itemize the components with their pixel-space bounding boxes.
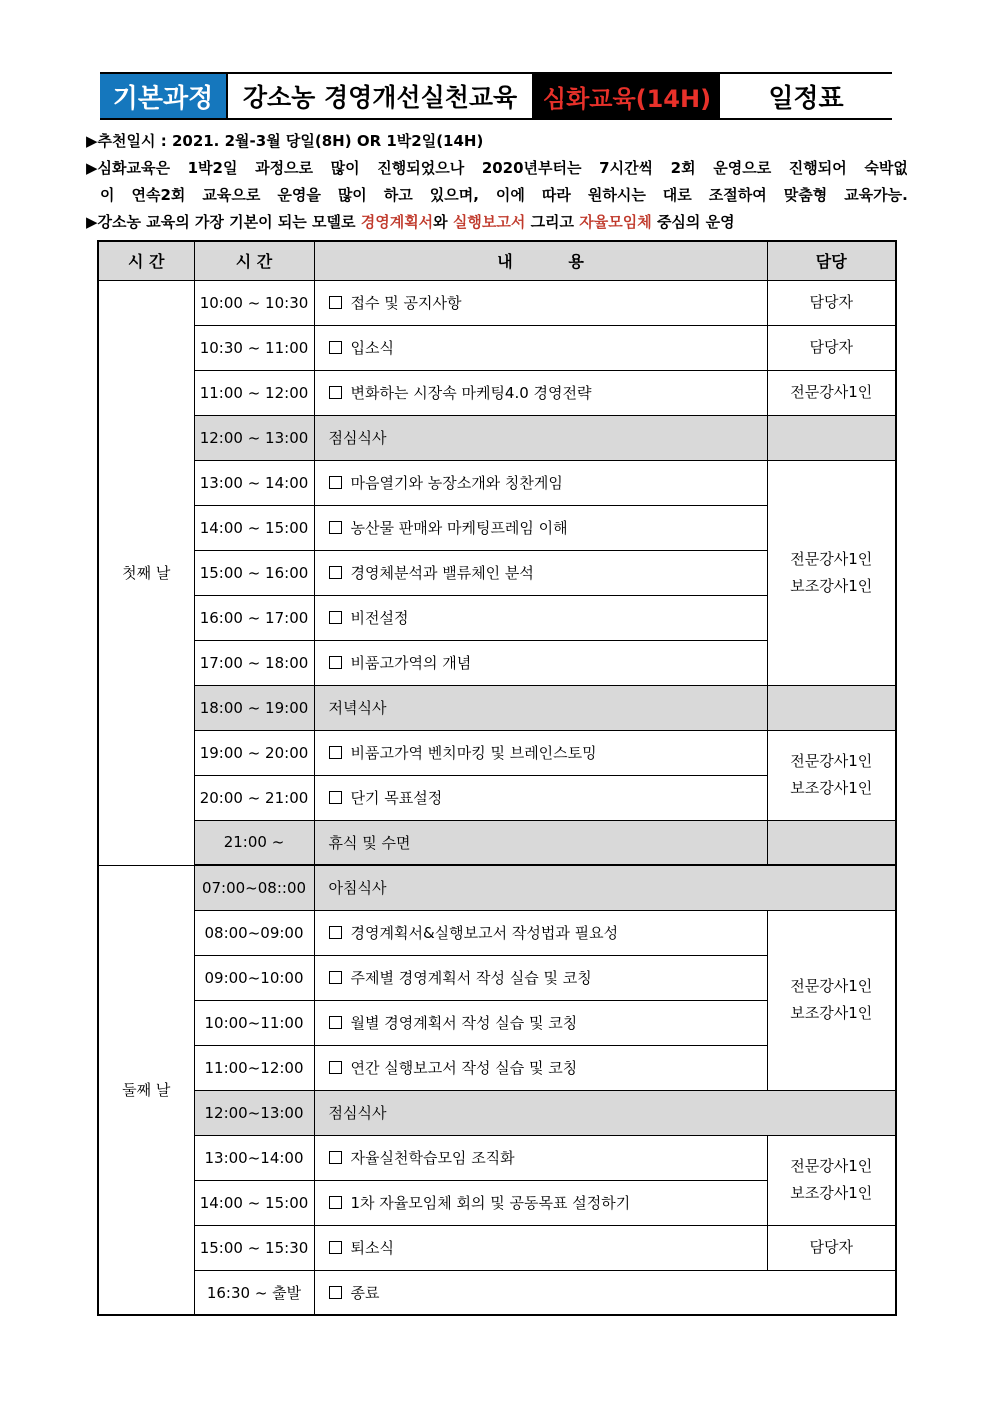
note-word: ▶심화교육은: [86, 159, 170, 177]
note-word: 대로: [662, 186, 692, 204]
deep-course-badge: 심화교육(14H): [534, 74, 720, 118]
content-text: 연간 실행보고서 작성 실습 및 코칭: [350, 1059, 578, 1077]
owner-cell: [767, 685, 896, 730]
time-cell: 15:00 ~ 15:30: [194, 1225, 314, 1270]
owner-cell-group: [767, 730, 896, 820]
checkbox-icon: [329, 791, 342, 804]
content-cell: [314, 775, 767, 820]
checkbox-icon: [329, 1286, 342, 1299]
time-cell: 10:00 ~ 10:30: [194, 280, 314, 325]
table-row: [98, 685, 896, 730]
note-deep-course-cont: [86, 182, 908, 209]
content-cell: [314, 595, 767, 640]
owner-cell-group: [767, 910, 896, 1090]
table-row: [98, 1270, 896, 1315]
content-text: 단기 목표설정: [350, 789, 443, 807]
content-text: 종료: [350, 1283, 380, 1302]
content-text: 경영계획서&실행보고서 작성법과 필요성: [350, 924, 619, 942]
schedule-label: 일정표: [768, 83, 844, 114]
note-word: 교육으로: [202, 186, 261, 204]
checkbox-icon: [329, 1151, 342, 1164]
owner-line: 보조강사1인: [790, 1004, 873, 1022]
time-cell: 08:00~09:00: [194, 910, 314, 955]
time-cell: 21:00 ~: [194, 820, 314, 865]
note-model-text-c: 와: [433, 213, 453, 231]
note-word: 진행되어: [788, 159, 847, 177]
owner-cell: 담당자: [767, 280, 896, 325]
note-word: 운영으로: [713, 159, 772, 177]
header-owner: 담당: [767, 241, 896, 280]
time-cell: 14:00 ~ 15:00: [194, 1180, 314, 1225]
content-cell: [314, 640, 767, 685]
content-text: 경영체분석과 밸류체인 분석: [350, 564, 534, 582]
note-model-text-e: 그리고: [525, 213, 580, 231]
note-word: 과정으로: [255, 159, 314, 177]
checkbox-icon: [329, 656, 342, 669]
checkbox-icon: [329, 476, 342, 489]
time-cell: 18:00 ~ 19:00: [194, 685, 314, 730]
content-cell: [314, 505, 767, 550]
owner-cell: [767, 415, 896, 460]
content-cell: 점심식사: [314, 415, 767, 460]
owner-cell: 담당자: [767, 325, 896, 370]
note-word: 2회: [670, 159, 696, 177]
checkbox-icon: [329, 611, 342, 624]
owner-cell: 담당자: [767, 1225, 896, 1270]
table-row: [98, 1135, 896, 1180]
content-text: 농산물 판매와 마케팅프레임 이해: [350, 519, 568, 537]
time-cell: 10:30 ~ 11:00: [194, 325, 314, 370]
content-text: 접수 및 공지사항: [350, 294, 462, 312]
table-row: [98, 730, 896, 775]
owner-line: 보조강사1인: [790, 576, 873, 595]
day-cell-2: 둘째 날: [98, 865, 194, 1315]
owner-line: 전문강사1인: [790, 977, 873, 995]
content-cell: 저녁식사: [314, 685, 767, 730]
note-word: 2020년부터는: [481, 159, 582, 177]
note-word: 많이: [337, 186, 367, 204]
owner-line: 보조강사1인: [790, 779, 873, 797]
header-time: 시 간: [194, 241, 314, 280]
time-cell: 13:00 ~ 14:00: [194, 460, 314, 505]
content-text: 퇴소식: [350, 1239, 394, 1257]
notes: [86, 128, 908, 236]
note-word: 숙박없: [864, 159, 908, 177]
content-cell: [314, 325, 767, 370]
table-row: [98, 1090, 896, 1135]
content-cell: 점심식사: [314, 1090, 896, 1135]
note-word: 진행되었으나: [377, 159, 465, 177]
note-word: 따라: [541, 186, 571, 204]
note-word: 운영을: [277, 186, 321, 204]
day-cell-1: 첫째 날: [98, 280, 194, 865]
basic-course-badge: 기본과정: [100, 74, 226, 118]
note-word: 원하시는: [587, 186, 646, 204]
content-cell: [314, 730, 767, 775]
owner-cell: 전문강사1인: [767, 370, 896, 415]
table-row: [98, 460, 896, 505]
note-model-text-a: ▶강소농 교육의 가장 기본이 되는 모델로: [86, 213, 361, 231]
checkbox-icon: [329, 386, 342, 399]
time-cell: 09:00~10:00: [194, 955, 314, 1000]
checkbox-icon: [329, 521, 342, 534]
content-cell: [314, 370, 767, 415]
note-word: 7시간씩: [599, 159, 654, 177]
content-text: 비품고가역의 개념: [350, 654, 472, 672]
table-header-row: [98, 241, 896, 280]
checkbox-icon: [329, 566, 342, 579]
checkbox-icon: [329, 971, 342, 984]
note-word: 이에: [495, 186, 525, 204]
owner-line: 전문강사1인: [790, 1157, 873, 1175]
note-word: 많이: [330, 159, 360, 177]
time-cell: 13:00~14:00: [194, 1135, 314, 1180]
checkbox-icon: [329, 1016, 342, 1029]
note-word: 1박2일: [187, 159, 238, 177]
note-word: 하고: [383, 186, 413, 204]
table-row: [98, 865, 896, 910]
content-cell: 휴식 및 수면: [314, 820, 767, 865]
content-text: 비품고가역 벤치마킹 및 브레인스토밍: [350, 744, 597, 762]
checkbox-icon: [329, 1061, 342, 1074]
content-cell: [314, 1270, 896, 1315]
note-word: 교육가능.: [844, 186, 908, 204]
schedule-table: [97, 240, 897, 1316]
content-cell: [314, 1225, 767, 1270]
checkbox-icon: [329, 341, 342, 354]
checkbox-icon: [329, 296, 342, 309]
time-cell: 19:00 ~ 20:00: [194, 730, 314, 775]
content-text: 자율실천학습모임 조직화: [350, 1149, 515, 1167]
time-cell: 20:00 ~ 21:00: [194, 775, 314, 820]
note-model-text-g: 중심의 운영: [651, 213, 735, 231]
note-word: 있으며,: [429, 186, 479, 204]
checkbox-icon: [329, 926, 342, 939]
content-text: 입소식: [350, 339, 394, 357]
owner-line: 전문강사1인: [790, 752, 873, 770]
title-bar: [100, 72, 892, 120]
table-row: [98, 1225, 896, 1270]
time-cell: 12:00 ~ 13:00: [194, 415, 314, 460]
time-cell: 15:00 ~ 16:00: [194, 550, 314, 595]
time-cell: 10:00~11:00: [194, 1000, 314, 1045]
content-cell: [314, 1000, 767, 1045]
owner-cell-group: [767, 1135, 896, 1225]
content-cell: [314, 1045, 767, 1090]
table-row: [98, 370, 896, 415]
note-word: 연속2회: [131, 186, 186, 204]
content-cell: [314, 460, 767, 505]
note-model: [86, 209, 908, 236]
note-word: 맞춤형: [783, 186, 828, 204]
note-word: 조절하여: [708, 186, 767, 204]
content-cell: 아침식사: [314, 865, 896, 910]
table-row: [98, 325, 896, 370]
content-text: 마음열기와 농장소개와 칭찬게임: [350, 474, 563, 492]
time-cell: 12:00~13:00: [194, 1090, 314, 1135]
content-cell: [314, 280, 767, 325]
note-deep-course: [86, 155, 908, 182]
table-row: [98, 415, 896, 460]
content-cell: [314, 910, 767, 955]
content-text: 주제별 경영계획서 작성 실습 및 코칭: [350, 969, 592, 987]
table-row: [98, 280, 896, 325]
owner-line: 전문강사1인: [790, 549, 873, 568]
content-text: 변화하는 시장속 마케팅4.0 경영전략: [350, 384, 592, 402]
content-cell: [314, 550, 767, 595]
owner-cell-group: [767, 460, 896, 685]
time-cell: 16:00 ~ 17:00: [194, 595, 314, 640]
content-text: 비전설정: [350, 609, 409, 627]
content-text: 1차 자율모임체 회의 및 공동목표 설정하기: [350, 1194, 631, 1212]
content-text: 월별 경영계획서 작성 실습 및 코칭: [350, 1014, 578, 1032]
content-cell: [314, 955, 767, 1000]
time-cell: 16:30 ~ 출발: [194, 1270, 314, 1315]
note-recommended-date: ▶추천일시 : 2021. 2월-3월 당일(8H) OR 1박2일(14H): [86, 132, 484, 150]
time-cell: 14:00 ~ 15:00: [194, 505, 314, 550]
time-cell: 11:00 ~ 12:00: [194, 370, 314, 415]
checkbox-icon: [329, 746, 342, 759]
owner-line: 보조강사1인: [790, 1184, 873, 1202]
content-cell: [314, 1180, 767, 1225]
note-model-highlight-report: 실행보고서: [452, 213, 526, 231]
header-content: 내 용: [314, 241, 767, 280]
time-cell: 07:00~08::00: [194, 865, 314, 910]
table-row: [98, 820, 896, 865]
note-model-highlight-group: 자율모임체: [579, 213, 652, 231]
checkbox-icon: [329, 1196, 342, 1209]
note-word: 이: [100, 186, 115, 204]
note-model-highlight-plan: 경영계획서: [360, 213, 434, 231]
checkbox-icon: [329, 1241, 342, 1254]
table-row: [98, 910, 896, 955]
time-cell: 17:00 ~ 18:00: [194, 640, 314, 685]
course-title: 강소농 경영개선실천교육: [226, 74, 534, 118]
owner-cell: [767, 820, 896, 865]
time-cell: 11:00~12:00: [194, 1045, 314, 1090]
header-day: 시 간: [98, 241, 194, 280]
content-cell: [314, 1135, 767, 1180]
